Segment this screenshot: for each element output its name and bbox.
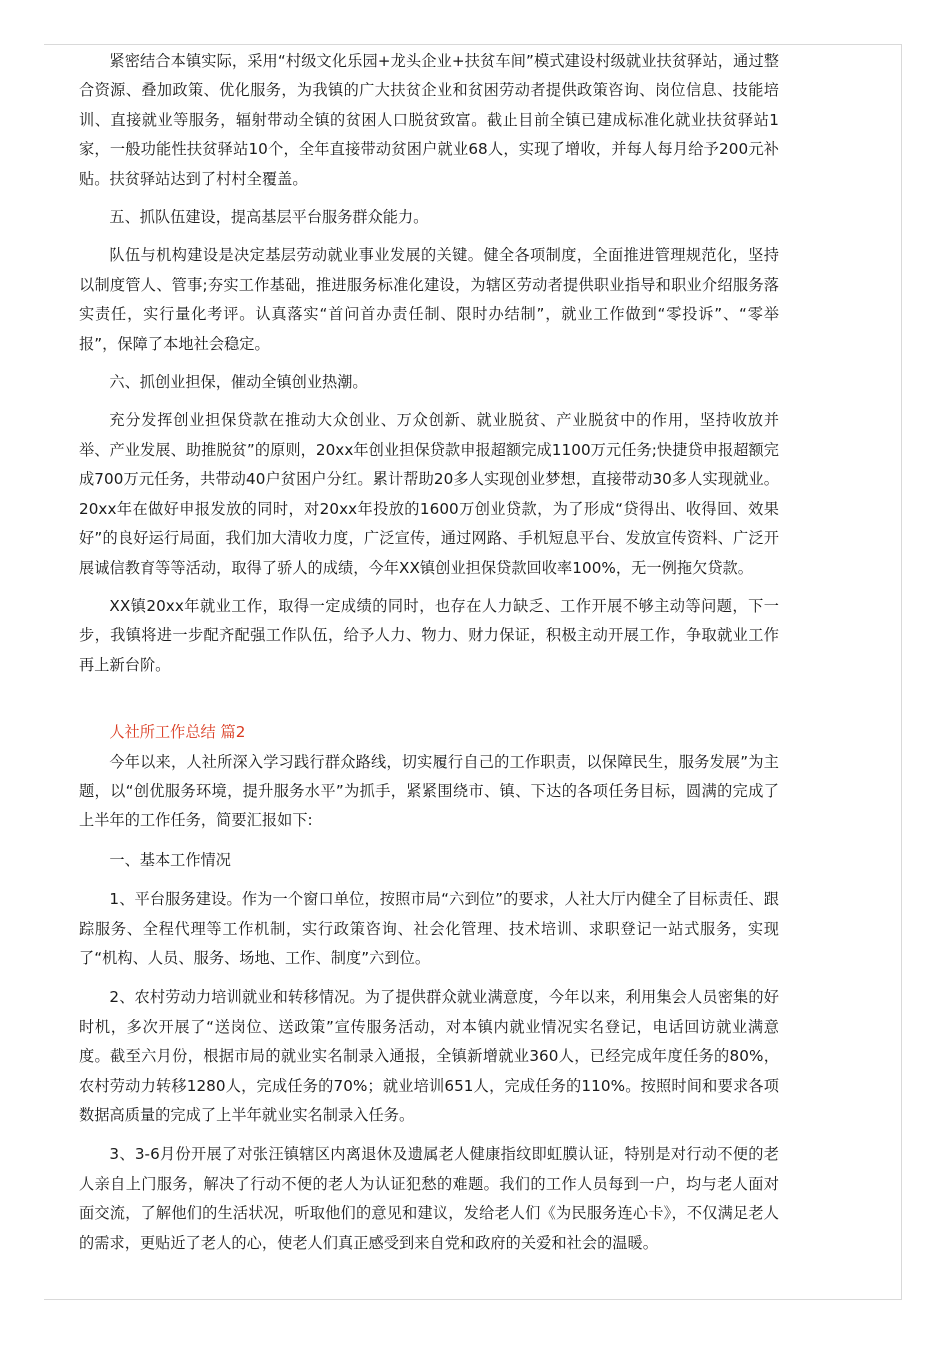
paragraph-summary: XX镇20xx年就业工作，取得一定成绩的同时，也存在人力缺乏、工作开展不够主动等问题，下一步，我镇将进一步配齐配强工作队伍，给予人力、物力、财力保证，积极主动开展工作，争取就业工作再上新台阶。 <box>79 596 779 674</box>
heading-basic-work: 一、基本工作情况 <box>109 850 231 869</box>
paragraph-poverty-station: 紧密结合本镇实际，采用“村级文化乐园+龙头企业+扶贫车间”模式建设村级就业扶贫驿站，通过整合资源、叠加政策、优化服务，为我镇的广大扶贫企业和贫困劳动者提供政策咨询、岗位信息、技能培训、直接就业等服务，辐射带动全镇的贫困人口脱贫致富。截止目前全镇已建成标准化就业扶贫驿站1家，一般功能性扶贫驿站10个，全年直接带动贫困户就业68人，实现了增收，并每人每月给予200元补贴。扶贫驿站达到了村村全覆盖。 <box>79 52 779 188</box>
heading-entrepreneurship: 六、抓创业担保，催动全镇创业热潮。 <box>109 373 368 392</box>
document-body <box>79 47 779 1258</box>
heading-team-building: 五、抓队伍建设，提高基层平台服务群众能力。 <box>109 208 429 227</box>
item-platform-service: 1、平台服务建设。作为一个窗口单位，按照市局“六到位”的要求，人社大厅内健全了目标责任、跟踪服务、全程代理等工作机制，实行政策咨询、社会化管理、技术培训、求职登记一站式服务，实现了“机构、人员、服务、场地、工作、制度”六到位。 <box>79 890 779 967</box>
paragraph-intro: 今年以来，人社所深入学习践行群众路线，切实履行自己的工作职责，以保障民生，服务发展”为主题，以“创优服务环境，提升服务水平”为抓手，紧紧围绕市、镇、下达的各项任务目标，圆满的完成了上半年的工作任务，简要汇报如下: <box>79 752 779 830</box>
paragraph-team-building: 队伍与机构建设是决定基层劳动就业事业发展的关键。健全各项制度，全面推进管理规范化，坚持以制度管人、管事;夯实工作基础，推进服务标准化建设，为辖区劳动者提供职业指导和职业介绍服务落实责任，实行量化考评。认真落实“首问首办责任制、限时办结制”，就业工作做到“零投诉”、“零举报”，保障了本地社会稳定。 <box>79 246 779 353</box>
paragraph-entrepreneurship: 充分发挥创业担保贷款在推动大众创业、万众创新、就业脱贫、产业脱贫中的作用，坚持收放并举、产业发展、助推脱贫”的原则，20xx年创业担保贷款申报超额完成1100万元任务;快捷贷申报超额完成700万元任务，共带动40户贫困户分红。累计帮助20多人实现创业梦想，直接带动30多人实现就业。20xx年在做好申报发放的同时，对20xx年投放的1600万创业贷款，为了形成“贷得出、收得回、效果好”的良好运行局面，我们加大清收力度，广泛宣传，通过网路、手机短息平台、发放宣传资料、广泛开展诚信教育等等活动，取得了骄人的成绩，今年XX镇创业担保贷款回收率100%，无一例拖欠贷款。 <box>79 411 779 577</box>
item-rural-labor: 2、农村劳动力培训就业和转移情况。为了提供群众就业满意度，今年以来，利用集会人员密集的好时机，多次开展了“送岗位、送政策”宣传服务活动，对本镇内就业情况实名登记，电话回访就业满意度。截至六月份，根据市局的就业实名制录入通报，全镇新增就业360人，已经完成年度任务的80%，农村劳动力转移1280人，完成任务的70%；就业培训651人，完成任务的110%。按照时间和要求各项数据高质量的完成了上半年就业实名制录入任务。 <box>79 988 779 1124</box>
item-elderly-authentication: 3、3-6月份开展了对张汪镇辖区内离退休及遗属老人健康指纹即虹膜认证，特别是对行动不便的老人亲自上门服务，解决了行动不便的老人为认证犯愁的难题。我们的工作人员每到一户，均与老人面对面交流，了解他们的生活状况，听取他们的意见和建议，发给老人们《为民服务连心卡》，不仅满足老人的需求，更贴近了老人的心，使老人们真正感受到来自党和政府的关爱和社会的温暖。 <box>79 1145 779 1252</box>
section-title: 人社所工作总结 篇2 <box>109 723 246 742</box>
